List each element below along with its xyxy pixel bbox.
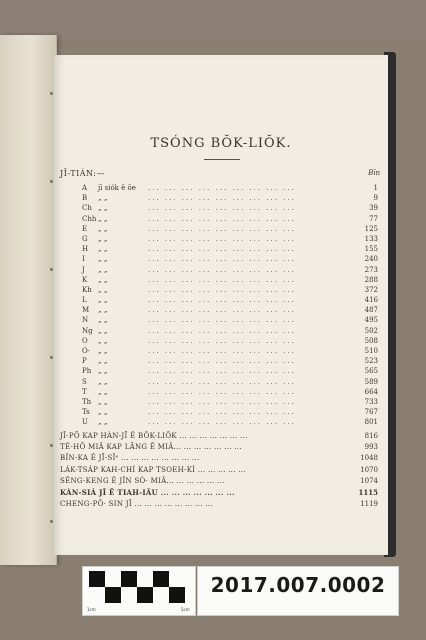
row-description: „ „ bbox=[98, 387, 108, 396]
row-page-number: 416 bbox=[364, 296, 378, 305]
letter-row bbox=[60, 265, 380, 275]
section-index bbox=[60, 431, 380, 511]
section-row bbox=[60, 499, 380, 510]
letter-row bbox=[60, 346, 380, 356]
binding-stitch bbox=[50, 520, 53, 523]
row-page-number: 288 bbox=[364, 275, 378, 284]
letter-row bbox=[60, 366, 380, 376]
leader-dots: ... ... ... ... ... ... ... ... ... bbox=[148, 265, 296, 274]
scale-square bbox=[137, 587, 153, 603]
letter-row bbox=[60, 275, 380, 285]
row-description: jī siók ê ōe bbox=[98, 184, 136, 192]
row-description: „ „ bbox=[98, 255, 108, 264]
section-row bbox=[60, 453, 380, 464]
row-letter: B bbox=[82, 194, 88, 203]
row-letter: U bbox=[82, 418, 88, 427]
row-page-number: 565 bbox=[364, 367, 378, 376]
letter-row bbox=[60, 336, 380, 346]
letter-row bbox=[60, 397, 380, 407]
letter-row bbox=[60, 285, 380, 295]
row-description: „ „ bbox=[98, 377, 108, 386]
row-page-number: 495 bbox=[364, 316, 378, 325]
toc-header-label: JĪ-TIÁN:— bbox=[60, 169, 105, 178]
page-title: TSÓNG BŎK-LIŎK. bbox=[150, 136, 292, 151]
section-page-number: 1070 bbox=[360, 465, 378, 474]
row-page-number: 801 bbox=[364, 418, 378, 427]
scale-square bbox=[169, 587, 185, 603]
section-label: JĪ-PŌ KAP HÀN-JĪ Ê BŎK-LIŎK ... ... ... ... ... ... ... bbox=[60, 431, 248, 440]
book-page bbox=[54, 55, 388, 555]
letter-row bbox=[60, 254, 380, 264]
leader-dots: ... ... ... ... ... ... ... ... ... bbox=[148, 347, 296, 355]
letter-row bbox=[60, 326, 380, 336]
row-letter: L bbox=[82, 296, 87, 305]
scale-square bbox=[105, 587, 121, 603]
leader-dots: ... ... ... ... ... ... ... ... ... bbox=[148, 194, 296, 203]
leader-dots: ... ... ... ... ... ... ... ... ... bbox=[148, 408, 296, 417]
section-row bbox=[60, 487, 380, 498]
row-page-number: 510 bbox=[364, 347, 378, 355]
leader-dots: ... ... ... ... ... ... ... ... ... bbox=[148, 316, 296, 325]
row-page-number: 487 bbox=[364, 306, 378, 315]
row-letter: M bbox=[82, 306, 90, 315]
row-letter: Th bbox=[82, 397, 92, 406]
row-description: „ „ bbox=[98, 347, 108, 355]
letter-row bbox=[60, 417, 380, 427]
binding-stitch bbox=[50, 92, 53, 95]
section-row bbox=[60, 431, 380, 442]
row-page-number: 502 bbox=[364, 326, 378, 335]
row-letter: Ch bbox=[82, 204, 92, 213]
row-description: „ „ bbox=[98, 326, 108, 335]
section-row bbox=[60, 442, 380, 453]
row-letter: N bbox=[82, 316, 89, 325]
row-page-number: 733 bbox=[364, 397, 378, 406]
row-description: „ „ bbox=[98, 306, 108, 315]
scale-square bbox=[89, 571, 105, 587]
row-page-number: 523 bbox=[364, 357, 378, 366]
section-row bbox=[60, 476, 380, 487]
row-letter: O bbox=[82, 336, 88, 345]
letter-row bbox=[60, 224, 380, 234]
toc-page-column-label: Bīn bbox=[368, 169, 380, 177]
row-letter: J bbox=[82, 265, 85, 274]
letter-row bbox=[60, 305, 380, 315]
row-description: „ „ bbox=[98, 234, 108, 243]
row-description: „ „ bbox=[98, 397, 108, 406]
letter-row bbox=[60, 193, 380, 203]
row-description: „ „ bbox=[98, 336, 108, 345]
leader-dots: ... ... ... ... ... ... ... ... ... bbox=[148, 285, 296, 294]
section-label: TÊ-HŌ MIÂ KAP LĀNG Ê MIÂ... ... ... ... ... ... ... bbox=[60, 442, 242, 451]
row-description: „ „ bbox=[98, 316, 108, 325]
section-page-number: 993 bbox=[364, 442, 378, 451]
leader-dots: ... ... ... ... ... ... ... ... ... bbox=[148, 418, 296, 427]
section-label: KÁN-SIÁ JĪ Ê TIAH-IÂU ... ... ... ... ... ... ... bbox=[60, 488, 235, 498]
row-page-number: 240 bbox=[364, 255, 378, 264]
binding-stitch bbox=[50, 180, 53, 183]
leader-dots: ... ... ... ... ... ... ... ... ... bbox=[148, 234, 296, 243]
color-scale-card bbox=[82, 566, 196, 616]
row-description: „ „ bbox=[98, 408, 108, 417]
section-label: BÎN-KA Ê JĪ-SÎᵉ ... ... ... ... ... ... ... ... bbox=[60, 454, 200, 463]
row-page-number: 664 bbox=[364, 387, 378, 396]
row-description: „ „ bbox=[98, 285, 108, 294]
leader-dots: ... ... ... ... ... ... ... ... ... bbox=[148, 306, 296, 315]
row-page-number: 77 bbox=[369, 214, 378, 223]
section-page-number: 1119 bbox=[360, 499, 378, 508]
row-page-number: 155 bbox=[364, 245, 378, 254]
row-description: „ „ bbox=[98, 224, 108, 233]
leader-dots: ... ... ... ... ... ... ... ... ... bbox=[148, 224, 296, 233]
binding-stitch bbox=[50, 356, 53, 359]
row-page-number: 273 bbox=[364, 265, 378, 274]
table-of-contents bbox=[60, 169, 380, 510]
row-letter: H bbox=[82, 245, 89, 254]
leader-dots: ... ... ... ... ... ... ... ... ... bbox=[148, 397, 296, 406]
row-letter: E bbox=[82, 224, 88, 233]
letter-row bbox=[60, 214, 380, 224]
letter-row bbox=[60, 407, 380, 417]
row-letter: S bbox=[82, 377, 87, 386]
row-letter: T bbox=[82, 387, 87, 396]
binding-stitch bbox=[50, 444, 53, 447]
section-label: CHENG-PŌ· SIN JĪ ... ... ... ... ... ... ... ... bbox=[60, 499, 213, 508]
leader-dots: ... ... ... ... ... ... ... ... ... bbox=[148, 275, 296, 284]
row-description: „ „ bbox=[98, 367, 108, 376]
leader-dots: ... ... ... ... ... ... ... ... ... bbox=[148, 214, 296, 223]
row-page-number: 1 bbox=[373, 184, 378, 192]
row-letter: Ts bbox=[82, 408, 90, 417]
section-page-number: 1048 bbox=[360, 454, 378, 463]
row-description: „ „ bbox=[98, 194, 108, 203]
letter-row bbox=[60, 315, 380, 325]
row-letter: Chh bbox=[82, 214, 97, 223]
row-page-number: 39 bbox=[369, 204, 378, 213]
row-letter: P bbox=[82, 357, 87, 366]
letter-row bbox=[60, 387, 380, 397]
background bbox=[0, 0, 426, 40]
row-description: „ „ bbox=[98, 357, 108, 366]
letter-row bbox=[60, 203, 380, 213]
row-page-number: 9 bbox=[373, 194, 378, 203]
scale-label-left: 1cm bbox=[87, 607, 96, 612]
letter-row bbox=[60, 183, 380, 193]
leader-dots: ... ... ... ... ... ... ... ... ... bbox=[148, 326, 296, 335]
row-description: „ „ bbox=[98, 245, 108, 254]
row-description: „ „ bbox=[98, 296, 108, 305]
row-letter: G bbox=[82, 234, 88, 243]
leader-dots: ... ... ... ... ... ... ... ... ... bbox=[148, 357, 296, 366]
row-page-number: 767 bbox=[364, 408, 378, 417]
leader-dots: ... ... ... ... ... ... ... ... ... bbox=[148, 204, 296, 213]
catalog-tag bbox=[197, 566, 399, 616]
row-description: „ „ bbox=[98, 265, 108, 274]
row-description: „ „ bbox=[98, 418, 108, 427]
row-page-number: 508 bbox=[364, 336, 378, 345]
catalog-number: 2017.007.0002 bbox=[210, 573, 386, 597]
leader-dots: ... ... ... ... ... ... ... ... ... bbox=[148, 296, 296, 305]
section-label: SÊNG-KENG Ê JÎN SÒ· MIÂ... ... ... ... ... ... bbox=[60, 477, 225, 486]
row-page-number: 589 bbox=[364, 377, 378, 386]
leader-dots: ... ... ... ... ... ... ... ... ... bbox=[148, 255, 296, 264]
row-letter: Ph bbox=[82, 367, 92, 376]
row-letter: Kh bbox=[82, 285, 92, 294]
row-letter: K bbox=[82, 275, 88, 284]
row-page-number: 125 bbox=[364, 224, 378, 233]
section-page-number: 1115 bbox=[358, 488, 378, 498]
toc-header bbox=[60, 169, 380, 183]
section-page-number: 1074 bbox=[360, 477, 378, 486]
row-letter: A bbox=[82, 184, 88, 192]
row-letter: O· bbox=[82, 347, 90, 355]
leader-dots: ... ... ... ... ... ... ... ... ... bbox=[148, 184, 296, 192]
section-label: LÁK-TSÁP KAH-CHÍ KAP TSOEH-KÌ ... ... ... ... ... bbox=[60, 465, 246, 474]
letter-row bbox=[60, 377, 380, 387]
leader-dots: ... ... ... ... ... ... ... ... ... bbox=[148, 377, 296, 386]
section-row bbox=[60, 465, 380, 476]
letter-row bbox=[60, 234, 380, 244]
scale-square bbox=[153, 571, 169, 587]
left-page-edge bbox=[0, 35, 57, 565]
section-page-number: 816 bbox=[364, 431, 378, 440]
leader-dots: ... ... ... ... ... ... ... ... ... bbox=[148, 336, 296, 345]
row-page-number: 372 bbox=[364, 285, 378, 294]
leader-dots: ... ... ... ... ... ... ... ... ... bbox=[148, 387, 296, 396]
row-letter: Ng bbox=[82, 326, 93, 335]
letter-index bbox=[60, 183, 380, 428]
binding-stitch bbox=[50, 268, 53, 271]
letter-row bbox=[60, 356, 380, 366]
letter-row bbox=[60, 244, 380, 254]
scale-label-right: 5cm bbox=[181, 607, 190, 612]
row-description: „ „ bbox=[98, 275, 108, 284]
title-rule bbox=[204, 159, 240, 160]
scale-square bbox=[121, 571, 137, 587]
leader-dots: ... ... ... ... ... ... ... ... ... bbox=[148, 245, 296, 254]
leader-dots: ... ... ... ... ... ... ... ... ... bbox=[148, 367, 296, 376]
letter-row bbox=[60, 295, 380, 305]
row-page-number: 133 bbox=[364, 234, 378, 243]
row-description: „ „ bbox=[98, 204, 108, 213]
row-letter: I bbox=[82, 255, 85, 264]
row-description: „ „ bbox=[98, 214, 108, 223]
